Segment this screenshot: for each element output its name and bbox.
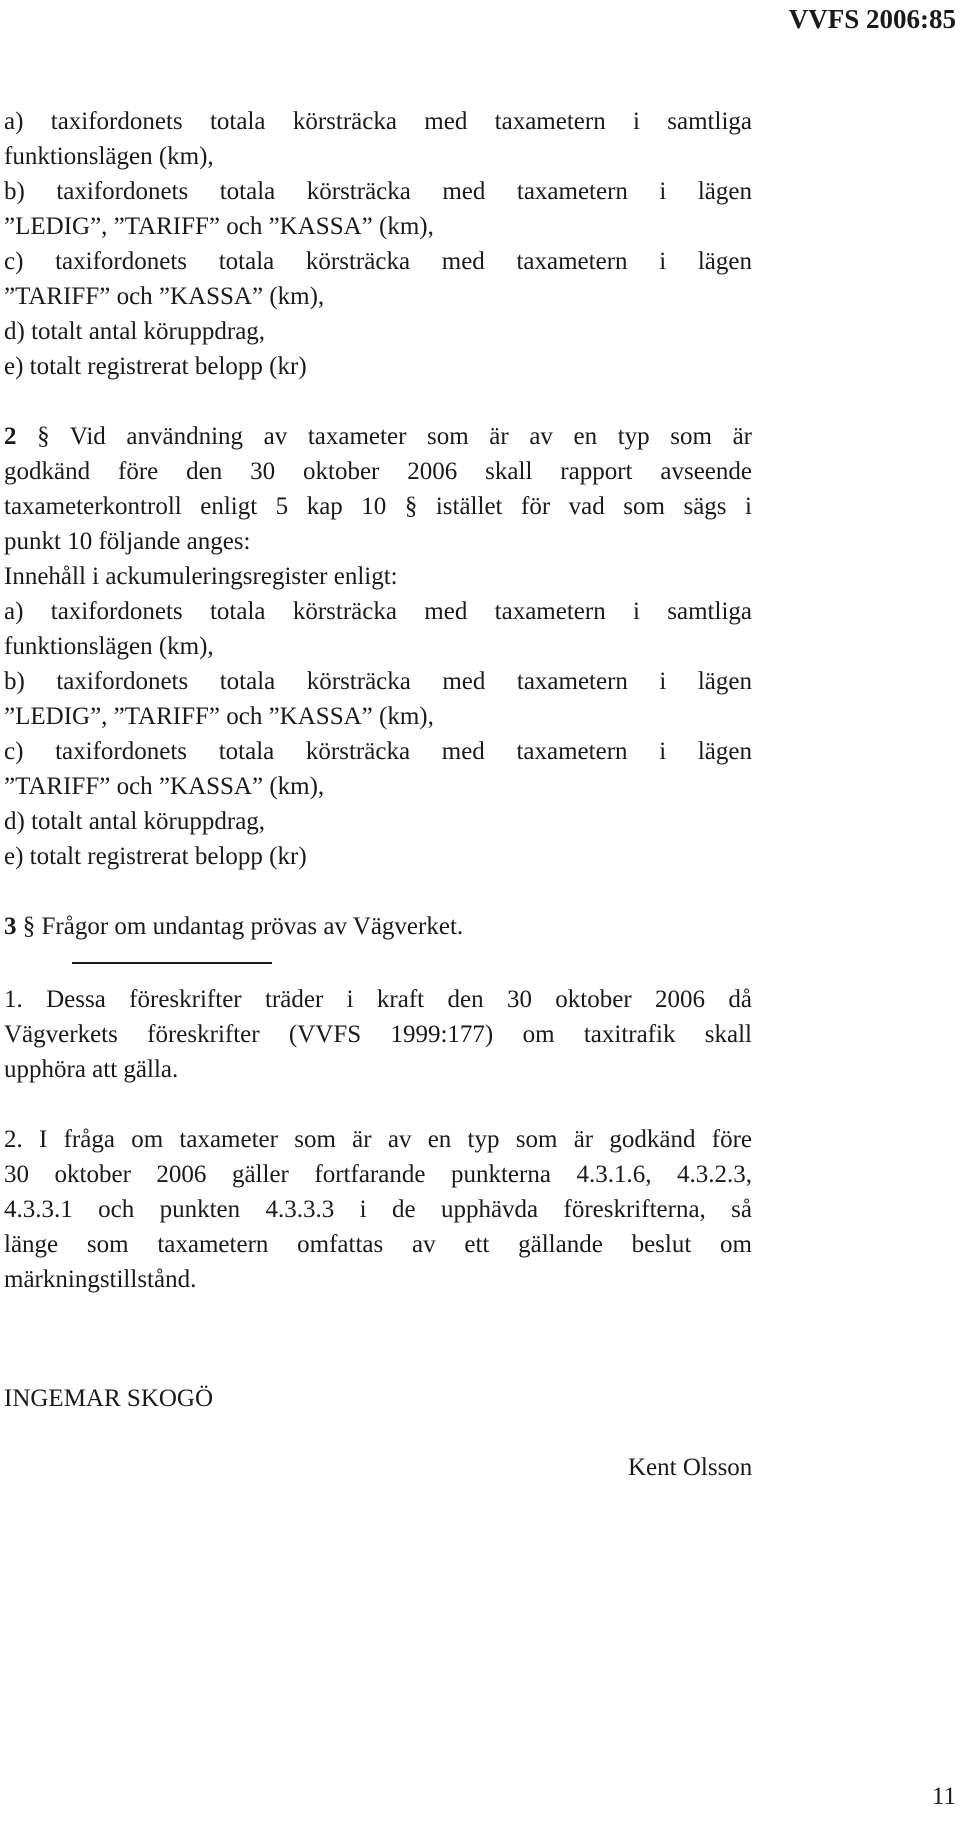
list-item-line: e) totalt registrerat belopp (kr) — [4, 843, 307, 870]
accumulation-list-2 — [4, 594, 752, 874]
section-text-line: taxameterkontroll enligt 5 kap 10 § istället för vad som sägs i — [4, 493, 752, 520]
list-item-line: ”LEDIG”, ”TARIFF” och ”KASSA” (km), — [4, 703, 434, 730]
provision-line: länge som taxametern omfattas av ett gällande beslut om — [4, 1230, 752, 1258]
provision-line: 1. Dessa föreskrifter träder i kraft den 30 oktober 2006 då — [4, 985, 752, 1013]
provision-line: upphöra att gälla. — [4, 1055, 179, 1083]
provision-line: 30 oktober 2006 gäller fortfarande punkterna 4.3.1.6, 4.3.2.3, — [4, 1160, 752, 1188]
document-body — [4, 104, 752, 1297]
document-id-header: VVFS 2006:85 — [788, 4, 956, 34]
signature-official: Kent Olsson — [628, 1454, 753, 1481]
provision-line: Vägverkets föreskrifter (VVFS 1999:177) om taxitrafik skall — [4, 1020, 752, 1048]
accumulation-list-1 — [4, 104, 752, 384]
provision-line: 2. I fråga om taxameter som är av en typ som är godkänd före — [4, 1125, 752, 1153]
list-item-line: b) taxifordonets totala körsträcka med taxametern i lägen — [4, 668, 752, 695]
section-2-first-line — [4, 419, 752, 454]
list-item-line: ”TARIFF” och ”KASSA” (km), — [4, 283, 325, 310]
list-item-line: ”TARIFF” och ”KASSA” (km), — [4, 773, 325, 800]
section-number: 3 — [4, 913, 17, 940]
section-3 — [4, 909, 752, 944]
transitional-divider — [72, 962, 272, 964]
transitional-provision-1 — [4, 982, 752, 1087]
section-sign: § — [37, 423, 50, 450]
list-item-line: a) taxifordonets totala körsträcka med taxametern i samtliga — [4, 598, 752, 625]
section-text-line: punkt 10 följande anges: — [4, 528, 251, 555]
signature-director: INGEMAR SKOGÖ — [4, 1385, 214, 1412]
section-2 — [4, 419, 752, 594]
section-text-line: Innehåll i ackumuleringsregister enligt: — [4, 563, 398, 590]
list-item-line: e) totalt registrerat belopp (kr) — [4, 353, 307, 380]
section-text: Vid användning av taxameter som är av en typ som är — [69, 423, 752, 450]
section-text-line: godkänd före den 30 oktober 2006 skall rapport avseende — [4, 458, 752, 485]
list-item-line: a) taxifordonets totala körsträcka med taxametern i samtliga — [4, 108, 752, 135]
list-item-line: c) taxifordonets totala körsträcka med taxametern i lägen — [4, 738, 752, 765]
section-text: Frågor om undantag prövas av Vägverket. — [41, 913, 464, 940]
list-item-line: funktionslägen (km), — [4, 633, 214, 660]
list-item-line: ”LEDIG”, ”TARIFF” och ”KASSA” (km), — [4, 213, 434, 240]
list-item-line: c) taxifordonets totala körsträcka med taxametern i lägen — [4, 248, 752, 275]
provision-line: märkningstillstånd. — [4, 1265, 197, 1293]
list-item-line: b) taxifordonets totala körsträcka med taxametern i lägen — [4, 178, 752, 205]
list-item-line: d) totalt antal köruppdrag, — [4, 808, 266, 835]
section-number: 2 — [4, 423, 17, 450]
list-item-line: funktionslägen (km), — [4, 143, 214, 170]
list-item-line: d) totalt antal köruppdrag, — [4, 318, 266, 345]
section-sign: § — [22, 913, 36, 940]
page-number: 11 — [931, 1783, 956, 1810]
transitional-provision-2 — [4, 1122, 752, 1297]
provision-line: 4.3.3.1 och punkten 4.3.3.3 i de upphävda föreskrifterna, så — [4, 1195, 752, 1223]
